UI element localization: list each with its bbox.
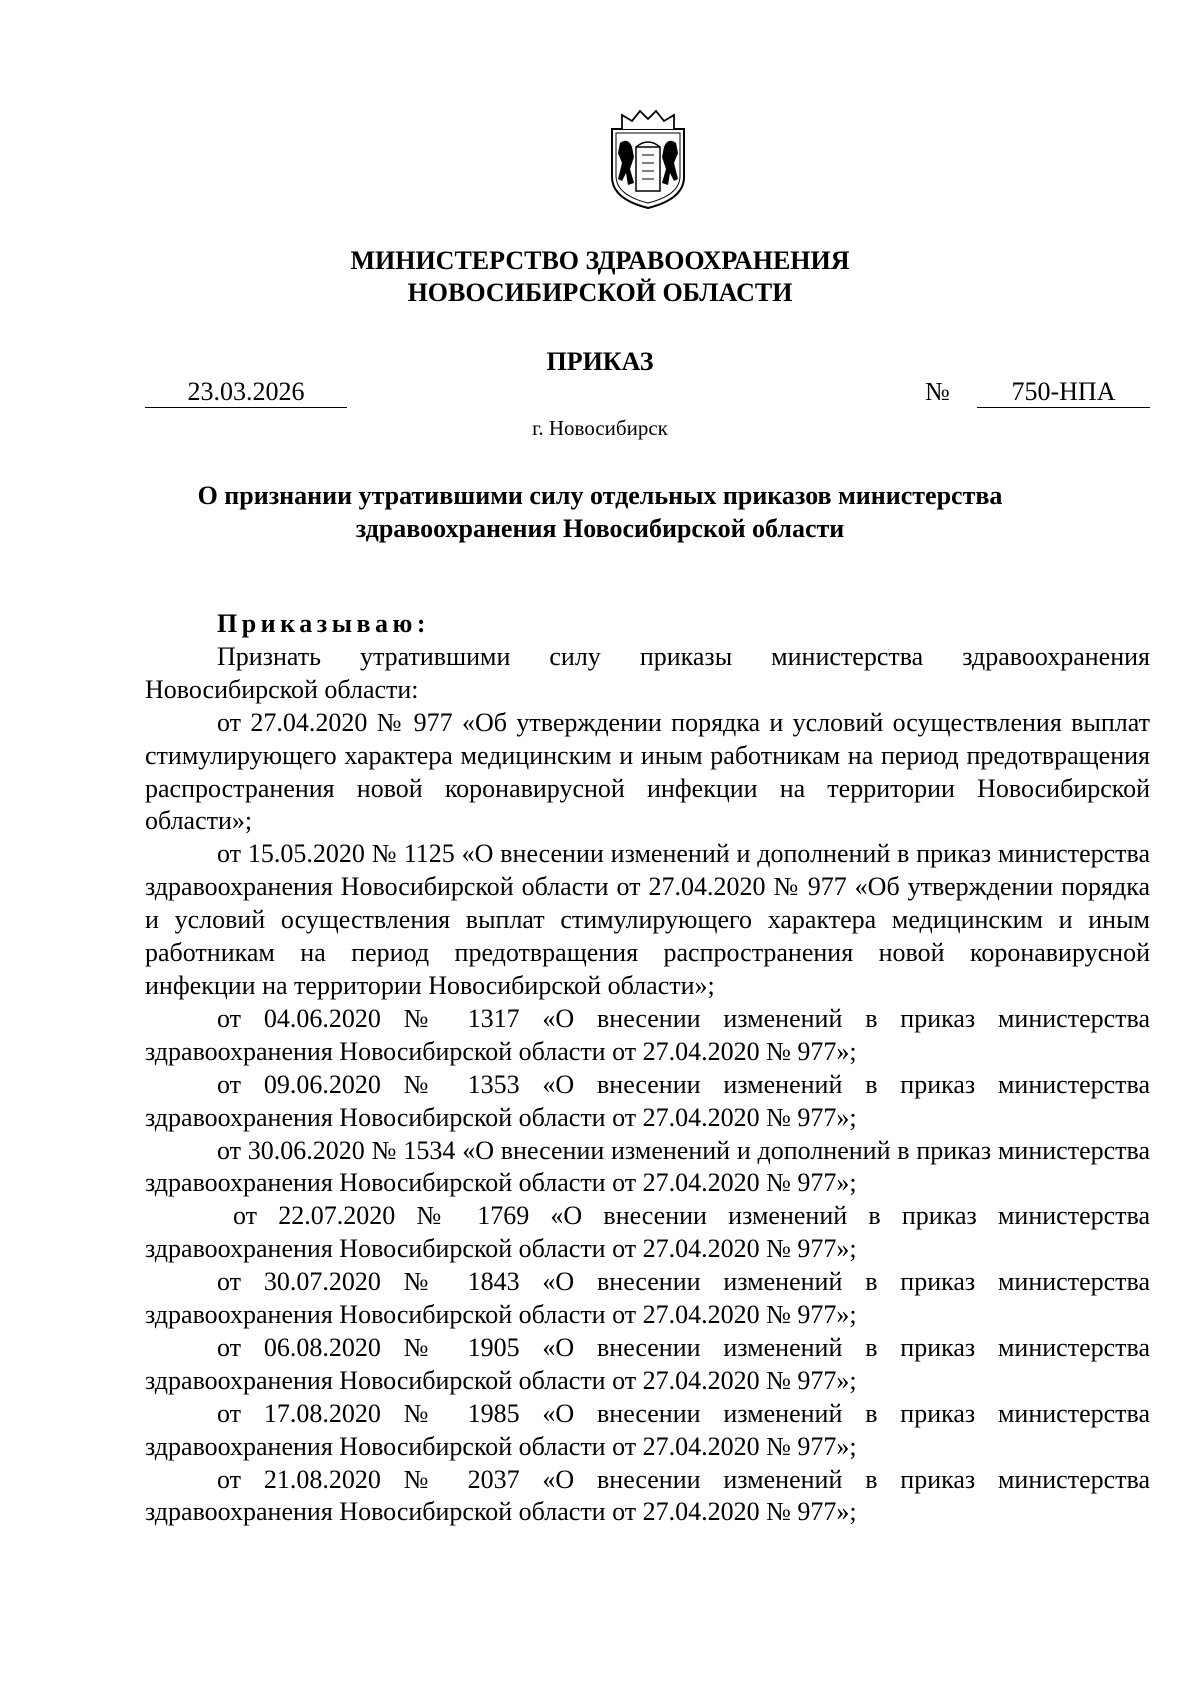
order-date: 23.03.2026 [145,377,347,408]
order-heading: Приказываю: [217,609,431,638]
order-item: от 30.06.2020 № 1534 «О внесении изменений и дополнений в приказ министерства здравоохранения Новосибирской области от 27.04.2020 № 977»; [145,1135,1150,1198]
order-body [145,608,1150,1529]
document-type: ПРИКАЗ [546,347,654,376]
order-item: от 27.04.2020 № 977 «Об утверждении порядка и условий осуществления выплат стимулирующего характера медицинским и иным работникам на период предотвращения распространения новой коронавирусной инфекции на территории Новосибирской области»; [145,707,1150,836]
ministry-name-line2: НОВОСИБИРСКОЙ ОБЛАСТИ [407,278,793,307]
order-intro: Признать утратившими силу приказы министерства здравоохранения Новосибирской области: [145,641,1150,704]
city: г. Новосибирск [532,416,668,440]
ministry-name-line1: МИНИСТЕРСТВО ЗДРАВООХРАНЕНИЯ [350,246,850,275]
order-item: от 09.06.2020 № 1353 «О внесении изменений в приказ министерства здравоохранения Новосибирской области от 27.04.2020 № 977»; [145,1069,1150,1132]
order-item: от 06.08.2020 № 1905 «О внесении изменений в приказ министерства здравоохранения Новосибирской области от 27.04.2020 № 977»; [145,1332,1150,1395]
order-item: от 15.05.2020 № 1125 «О внесении изменений и дополнений в приказ министерства здравоохранения Новосибирской области от 27.04.2020 № 977 «Об утверждении порядка и условий осуществления выплат стимулирующего характера медицинским и иным работникам на период предотвращения распространения новой коронавирусной инфекции на территории Новосибирской области»; [145,839,1150,1000]
coat-of-arms-emblem [606,107,690,211]
number-sign: № [925,377,950,406]
order-number: 750-НПА [977,377,1150,408]
order-item: от 17.08.2020 № 1985 «О внесении изменений в приказ министерства здравоохранения Новосибирской области от 27.04.2020 № 977»; [145,1398,1150,1461]
order-item: от 30.07.2020 № 1843 «О внесении изменений в приказ министерства здравоохранения Новосибирской области от 27.04.2020 № 977»; [145,1267,1150,1330]
order-item: от 21.08.2020 № 2037 «О внесении изменений в приказ министерства здравоохранения Новосибирской области от 27.04.2020 № 977»; [145,1464,1150,1527]
order-item: от 22.07.2020 № 1769 «О внесении изменений в приказ министерства здравоохранения Новосибирской области от 27.04.2020 № 977»; [145,1201,1150,1264]
order-title-line2: здравоохранения Новосибирской области [355,514,845,543]
order-title-line1: О признании утратившими силу отдельных приказов министерства [197,481,1003,510]
order-item: от 04.06.2020 № 1317 «О внесении изменений в приказ министерства здравоохранения Новосибирской области от 27.04.2020 № 977»; [145,1003,1150,1066]
